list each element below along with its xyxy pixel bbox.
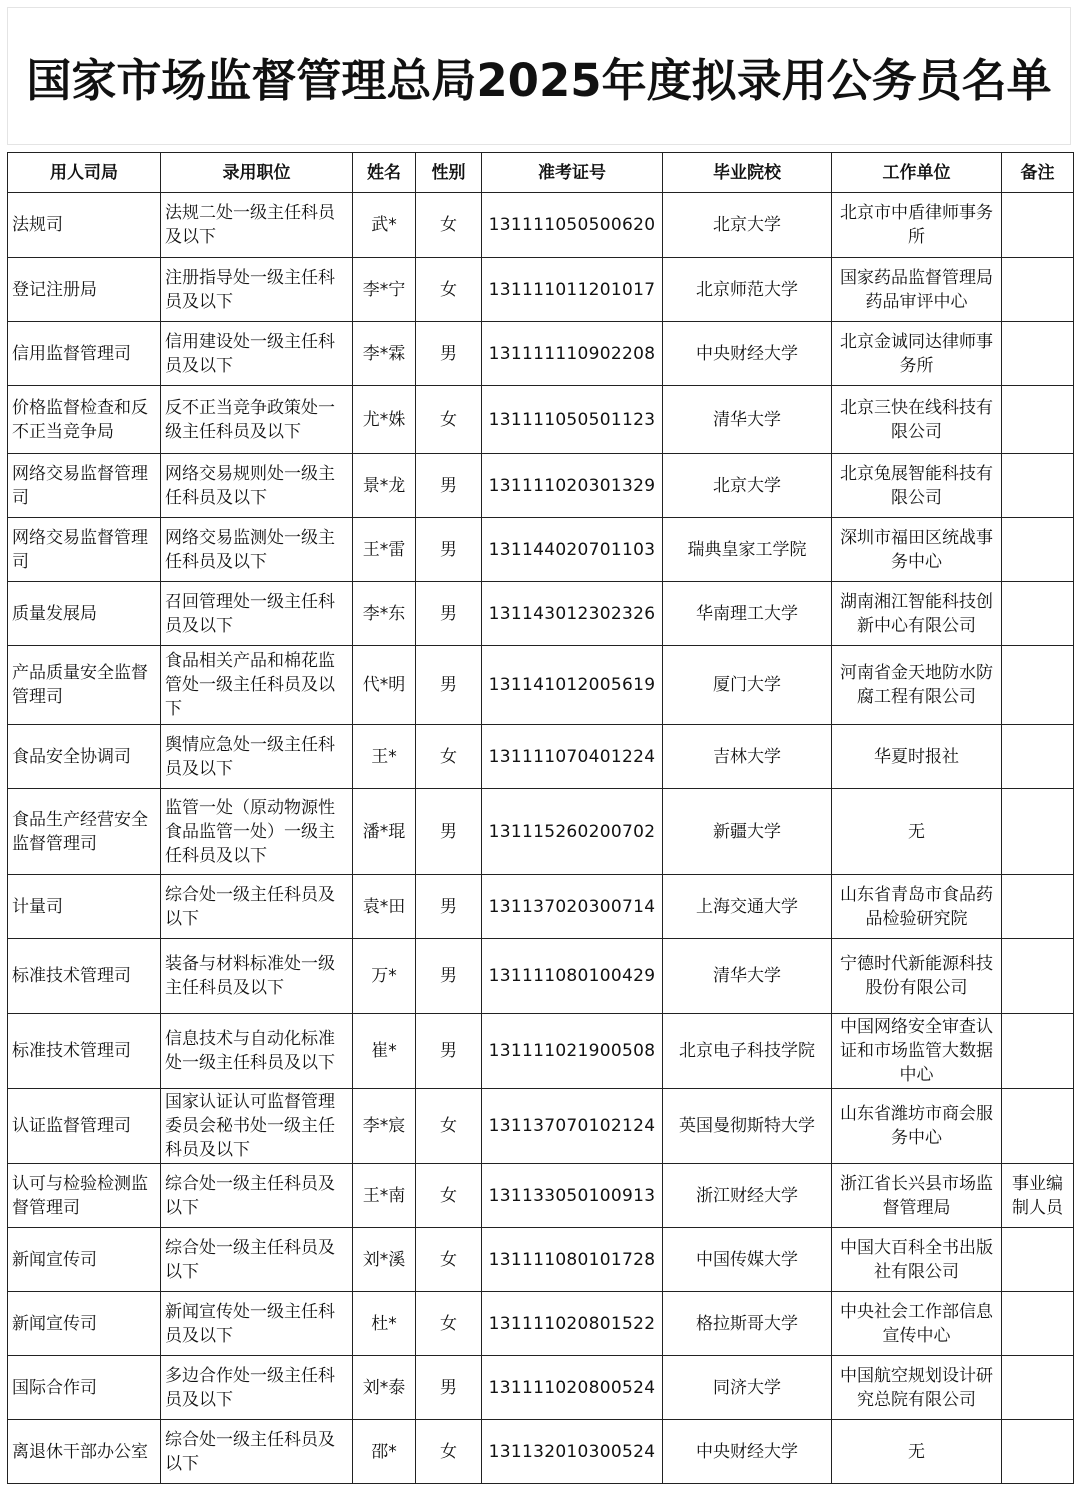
column-header-position: 录用职位 <box>161 153 353 193</box>
cell-exam-id: 131111110902208 <box>482 322 663 386</box>
cell-position: 反不正当竞争政策处一级主任科员及以下 <box>161 386 353 454</box>
cell-school: 同济大学 <box>663 1356 832 1420</box>
table-row <box>8 454 1074 518</box>
table-row <box>8 193 1074 258</box>
cell-note <box>1002 1356 1074 1420</box>
cell-note <box>1002 518 1074 582</box>
table-row <box>8 386 1074 454</box>
cell-employer: 宁德时代新能源科技股份有限公司 <box>832 939 1002 1014</box>
cell-dept: 认证监督管理司 <box>8 1089 161 1164</box>
cell-note <box>1002 725 1074 789</box>
cell-note <box>1002 193 1074 258</box>
cell-gender: 女 <box>416 1089 482 1164</box>
cell-dept: 食品生产经营安全监督管理司 <box>8 789 161 875</box>
cell-employer: 中国航空规划设计研究总院有限公司 <box>832 1356 1002 1420</box>
cell-note <box>1002 582 1074 646</box>
cell-position: 新闻宣传处一级主任科员及以下 <box>161 1292 353 1356</box>
cell-position: 召回管理处一级主任科员及以下 <box>161 582 353 646</box>
table-row <box>8 1292 1074 1356</box>
cell-note <box>1002 646 1074 725</box>
cell-school: 北京大学 <box>663 454 832 518</box>
cell-gender: 男 <box>416 646 482 725</box>
cell-gender: 男 <box>416 1356 482 1420</box>
column-header-school: 毕业院校 <box>663 153 832 193</box>
cell-gender: 女 <box>416 1292 482 1356</box>
cell-exam-id: 131144020701103 <box>482 518 663 582</box>
table-row <box>8 875 1074 939</box>
cell-gender: 男 <box>416 322 482 386</box>
cell-school: 吉林大学 <box>663 725 832 789</box>
cell-exam-id: 131132010300524 <box>482 1420 663 1484</box>
cell-note <box>1002 454 1074 518</box>
cell-exam-id: 131111021900508 <box>482 1014 663 1089</box>
cell-name: 杜* <box>353 1292 416 1356</box>
cell-exam-id: 131111080101728 <box>482 1228 663 1292</box>
cell-position: 综合处一级主任科员及以下 <box>161 1420 353 1484</box>
cell-employer: 无 <box>832 1420 1002 1484</box>
cell-employer: 无 <box>832 789 1002 875</box>
cell-note <box>1002 875 1074 939</box>
cell-gender: 男 <box>416 518 482 582</box>
cell-employer: 深圳市福田区统战事务中心 <box>832 518 1002 582</box>
table-row <box>8 258 1074 322</box>
cell-employer: 山东省潍坊市商会服务中心 <box>832 1089 1002 1164</box>
cell-school: 新疆大学 <box>663 789 832 875</box>
cell-school: 华南理工大学 <box>663 582 832 646</box>
cell-note <box>1002 939 1074 1014</box>
cell-dept: 认可与检验检测监督管理司 <box>8 1164 161 1228</box>
cell-dept: 标准技术管理司 <box>8 939 161 1014</box>
cell-position: 网络交易规则处一级主任科员及以下 <box>161 454 353 518</box>
table-header-row <box>8 153 1074 193</box>
cell-school: 中央财经大学 <box>663 1420 832 1484</box>
cell-position: 网络交易监测处一级主任科员及以下 <box>161 518 353 582</box>
cell-gender: 男 <box>416 1014 482 1089</box>
cell-note: 事业编制人员 <box>1002 1164 1074 1228</box>
cell-employer: 山东省青岛市食品药品检验研究院 <box>832 875 1002 939</box>
cell-school: 上海交通大学 <box>663 875 832 939</box>
cell-school: 中央财经大学 <box>663 322 832 386</box>
cell-employer: 湖南湘江智能科技创新中心有限公司 <box>832 582 1002 646</box>
table-body <box>8 193 1074 1484</box>
cell-position: 多边合作处一级主任科员及以下 <box>161 1356 353 1420</box>
cell-name: 景*龙 <box>353 454 416 518</box>
cell-exam-id: 131111050501123 <box>482 386 663 454</box>
cell-name: 邵* <box>353 1420 416 1484</box>
column-header-note: 备注 <box>1002 153 1074 193</box>
cell-note <box>1002 1089 1074 1164</box>
cell-employer: 河南省金天地防水防腐工程有限公司 <box>832 646 1002 725</box>
cell-dept: 质量发展局 <box>8 582 161 646</box>
cell-position: 监管一处（原动物源性食品监管一处）一级主任科员及以下 <box>161 789 353 875</box>
cell-employer: 浙江省长兴县市场监督管理局 <box>832 1164 1002 1228</box>
table-row <box>8 1014 1074 1089</box>
cell-school: 英国曼彻斯特大学 <box>663 1089 832 1164</box>
cell-name: 李*宁 <box>353 258 416 322</box>
cell-name: 万* <box>353 939 416 1014</box>
cell-employer: 北京三快在线科技有限公司 <box>832 386 1002 454</box>
cell-gender: 女 <box>416 193 482 258</box>
cell-gender: 女 <box>416 725 482 789</box>
cell-dept: 价格监督检查和反不正当竞争局 <box>8 386 161 454</box>
cell-school: 中国传媒大学 <box>663 1228 832 1292</box>
cell-name: 李*霖 <box>353 322 416 386</box>
cell-school: 清华大学 <box>663 386 832 454</box>
cell-employer: 华夏时报社 <box>832 725 1002 789</box>
cell-gender: 女 <box>416 1164 482 1228</box>
cell-dept: 产品质量安全监督管理司 <box>8 646 161 725</box>
cell-dept: 离退休干部办公室 <box>8 1420 161 1484</box>
cell-name: 代*明 <box>353 646 416 725</box>
cell-position: 信用建设处一级主任科员及以下 <box>161 322 353 386</box>
cell-exam-id: 131141012005619 <box>482 646 663 725</box>
table-row <box>8 1164 1074 1228</box>
cell-dept: 国际合作司 <box>8 1356 161 1420</box>
cell-name: 王*南 <box>353 1164 416 1228</box>
cell-name: 王*雷 <box>353 518 416 582</box>
cell-note <box>1002 386 1074 454</box>
cell-exam-id: 131133050100913 <box>482 1164 663 1228</box>
cell-school: 北京师范大学 <box>663 258 832 322</box>
page-title: 国家市场监督管理总局2025年度拟录用公务员名单 <box>26 53 1052 107</box>
cell-school: 清华大学 <box>663 939 832 1014</box>
table-row <box>8 1228 1074 1292</box>
column-header-name: 姓名 <box>353 153 416 193</box>
table-row <box>8 1089 1074 1164</box>
cell-gender: 女 <box>416 386 482 454</box>
cell-school: 北京大学 <box>663 193 832 258</box>
column-header-exam-id: 准考证号 <box>482 153 663 193</box>
cell-name: 刘*溪 <box>353 1228 416 1292</box>
cell-school: 厦门大学 <box>663 646 832 725</box>
cell-note <box>1002 258 1074 322</box>
cell-dept: 信用监督管理司 <box>8 322 161 386</box>
cell-employer: 国家药品监督管理局药品审评中心 <box>832 258 1002 322</box>
cell-exam-id: 131111070401224 <box>482 725 663 789</box>
cell-name: 李*宸 <box>353 1089 416 1164</box>
cell-exam-id: 131115260200702 <box>482 789 663 875</box>
cell-dept: 食品安全协调司 <box>8 725 161 789</box>
cell-gender: 男 <box>416 875 482 939</box>
table-row <box>8 725 1074 789</box>
cell-note <box>1002 322 1074 386</box>
cell-name: 尤*姝 <box>353 386 416 454</box>
cell-exam-id: 131111020801522 <box>482 1292 663 1356</box>
cell-gender: 男 <box>416 454 482 518</box>
cell-name: 武* <box>353 193 416 258</box>
cell-note <box>1002 1292 1074 1356</box>
cell-dept: 法规司 <box>8 193 161 258</box>
cell-position: 法规二处一级主任科员及以下 <box>161 193 353 258</box>
cell-position: 注册指导处一级主任科员及以下 <box>161 258 353 322</box>
cell-employer: 北京兔展智能科技有限公司 <box>832 454 1002 518</box>
table-row <box>8 1356 1074 1420</box>
cell-name: 袁*田 <box>353 875 416 939</box>
cell-gender: 女 <box>416 1420 482 1484</box>
cell-note <box>1002 1420 1074 1484</box>
cell-employer: 中央社会工作部信息宣传中心 <box>832 1292 1002 1356</box>
cell-note <box>1002 1228 1074 1292</box>
cell-exam-id: 131137020300714 <box>482 875 663 939</box>
table-row <box>8 518 1074 582</box>
cell-note <box>1002 1014 1074 1089</box>
cell-exam-id: 131111020800524 <box>482 1356 663 1420</box>
cell-position: 舆情应急处一级主任科员及以下 <box>161 725 353 789</box>
cell-position: 国家认证认可监督管理委员会秘书处一级主任科员及以下 <box>161 1089 353 1164</box>
cell-dept: 网络交易监督管理司 <box>8 518 161 582</box>
cell-exam-id: 131111080100429 <box>482 939 663 1014</box>
cell-exam-id: 131111011201017 <box>482 258 663 322</box>
cell-employer: 中国网络安全审查认证和市场监管大数据中心 <box>832 1014 1002 1089</box>
cell-dept: 标准技术管理司 <box>8 1014 161 1089</box>
column-header-dept: 用人司局 <box>8 153 161 193</box>
cell-dept: 登记注册局 <box>8 258 161 322</box>
cell-dept: 新闻宣传司 <box>8 1292 161 1356</box>
cell-exam-id: 131137070102124 <box>482 1089 663 1164</box>
cell-dept: 计量司 <box>8 875 161 939</box>
candidate-table <box>7 152 1074 1484</box>
cell-position: 信息技术与自动化标准处一级主任科员及以下 <box>161 1014 353 1089</box>
table-row <box>8 582 1074 646</box>
table-row <box>8 939 1074 1014</box>
cell-school: 格拉斯哥大学 <box>663 1292 832 1356</box>
table-row <box>8 1420 1074 1484</box>
cell-name: 李*东 <box>353 582 416 646</box>
cell-school: 浙江财经大学 <box>663 1164 832 1228</box>
cell-employer: 北京金诚同达律师事务所 <box>832 322 1002 386</box>
cell-gender: 女 <box>416 1228 482 1292</box>
column-header-gender: 性别 <box>416 153 482 193</box>
cell-position: 食品相关产品和棉花监管处一级主任科员及以下 <box>161 646 353 725</box>
table-row <box>8 322 1074 386</box>
table-row <box>8 646 1074 725</box>
cell-gender: 男 <box>416 789 482 875</box>
cell-school: 瑞典皇家工学院 <box>663 518 832 582</box>
cell-position: 装备与材料标准处一级主任科员及以下 <box>161 939 353 1014</box>
cell-note <box>1002 789 1074 875</box>
cell-position: 综合处一级主任科员及以下 <box>161 1164 353 1228</box>
cell-position: 综合处一级主任科员及以下 <box>161 1228 353 1292</box>
table-row <box>8 789 1074 875</box>
cell-exam-id: 131143012302326 <box>482 582 663 646</box>
cell-employer: 北京市中盾律师事务所 <box>832 193 1002 258</box>
cell-gender: 男 <box>416 939 482 1014</box>
cell-name: 崔* <box>353 1014 416 1089</box>
cell-gender: 女 <box>416 258 482 322</box>
cell-name: 刘*泰 <box>353 1356 416 1420</box>
cell-employer: 中国大百科全书出版社有限公司 <box>832 1228 1002 1292</box>
cell-school: 北京电子科技学院 <box>663 1014 832 1089</box>
cell-gender: 男 <box>416 582 482 646</box>
cell-name: 王* <box>353 725 416 789</box>
column-header-employer: 工作单位 <box>832 153 1002 193</box>
cell-dept: 新闻宣传司 <box>8 1228 161 1292</box>
title-box <box>7 7 1071 145</box>
cell-position: 综合处一级主任科员及以下 <box>161 875 353 939</box>
cell-exam-id: 131111020301329 <box>482 454 663 518</box>
cell-name: 潘*琨 <box>353 789 416 875</box>
cell-exam-id: 131111050500620 <box>482 193 663 258</box>
cell-dept: 网络交易监督管理司 <box>8 454 161 518</box>
